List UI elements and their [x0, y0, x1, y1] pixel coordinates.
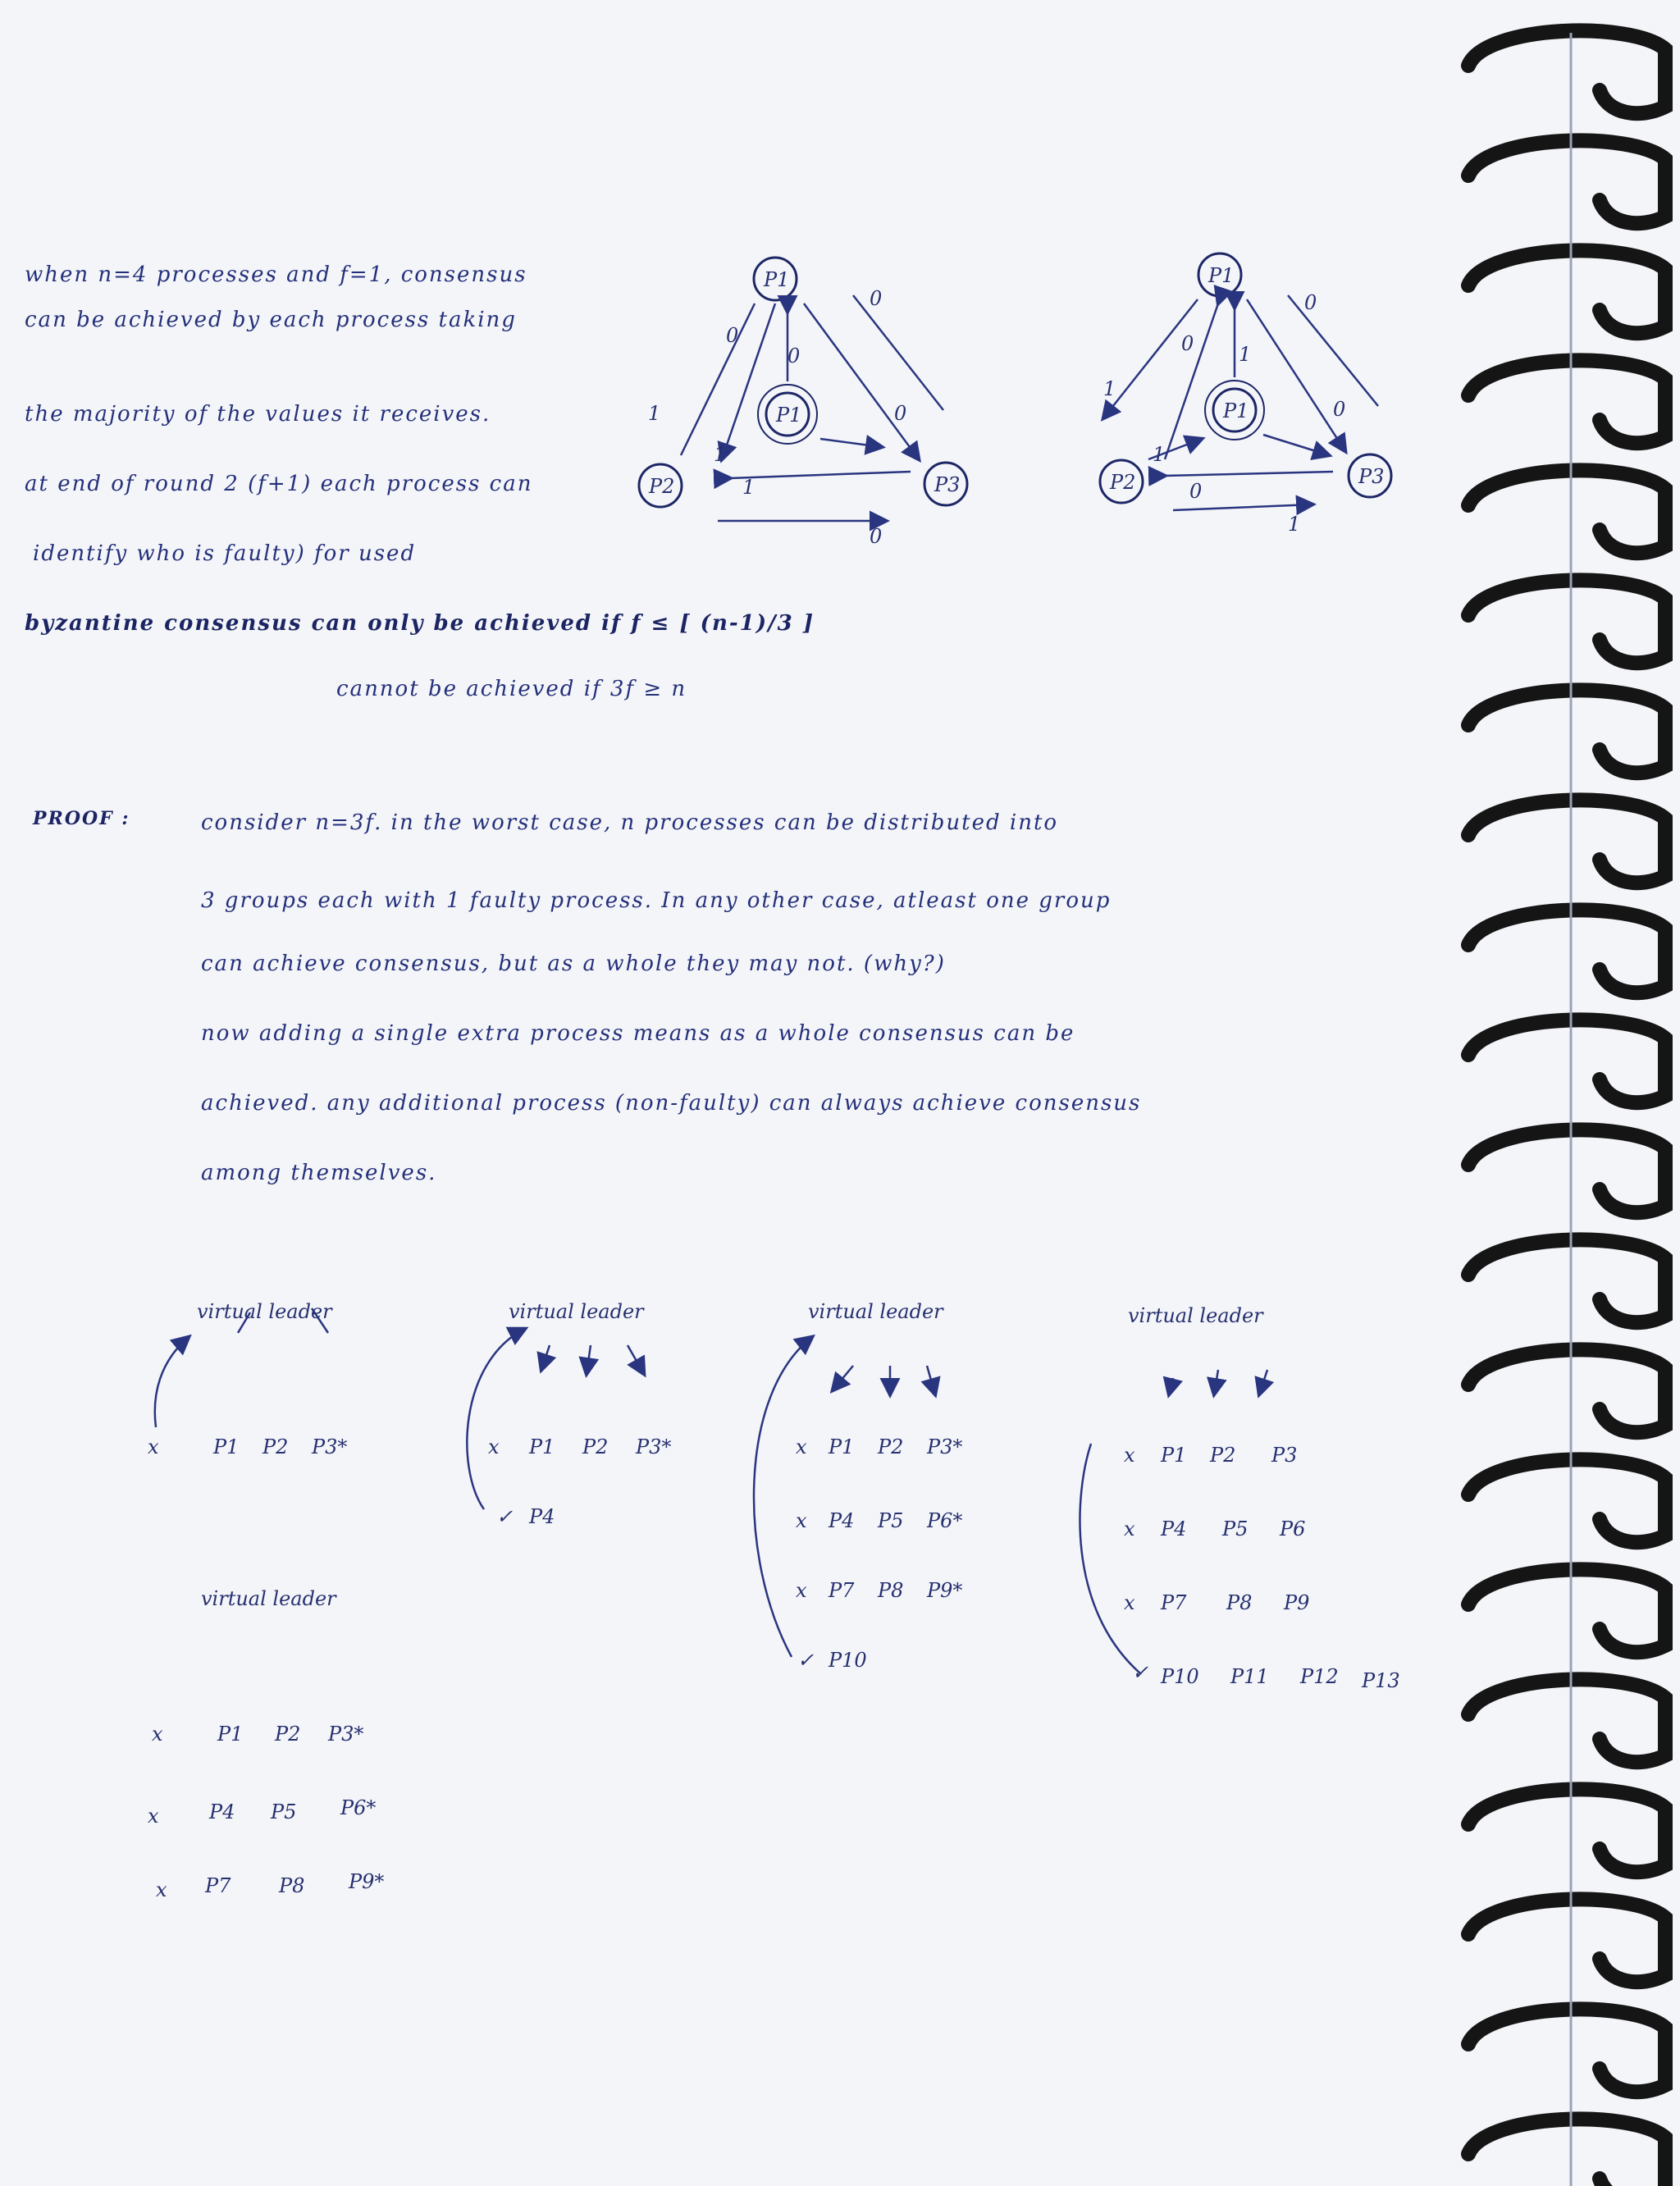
d1-edge-top-right — [804, 303, 919, 459]
g4-r3-mark: x — [1124, 1591, 1135, 1614]
g4-r4-c1: P10 — [1161, 1665, 1199, 1688]
intro-line-1: when n=4 processes and f=1, consensus — [25, 262, 527, 287]
proof-line-5: achieved. any additional process (non-faulty) can always achieve consensus — [201, 1091, 1142, 1116]
proof-line-1: consider n=3f. in the worst case, n processes can be distributed into — [201, 810, 1059, 835]
g2-r1-c1: P1 — [529, 1435, 555, 1458]
d2-edge-label-2: 0 — [1181, 332, 1194, 355]
d2-edge-bottom — [1173, 504, 1312, 510]
g4-r4-c3: P12 — [1300, 1665, 1339, 1688]
g5-r3-mark: x — [156, 1878, 167, 1901]
g5-r2-c3: P6* — [340, 1796, 377, 1819]
g3-arrow-3 — [927, 1366, 935, 1394]
g3-arrow-1 — [833, 1366, 853, 1390]
spiral-ring — [1468, 1130, 1665, 1212]
g5-r3-c3: P9* — [349, 1870, 385, 1893]
g2-r1-c3: P3* — [636, 1435, 672, 1458]
d1-edge-label-6: 0 — [870, 525, 883, 548]
g1-r1-mark: x — [148, 1435, 159, 1458]
d1-edge-label-1: 0 — [870, 287, 883, 310]
d2-edge-center-right — [1263, 435, 1329, 455]
g4-r1-c1: P1 — [1161, 1444, 1187, 1467]
d2-edge-label-4: 0 — [1333, 398, 1346, 421]
g3-r4-mark: ✓ — [797, 1649, 815, 1672]
g2-r1-mark: x — [488, 1435, 500, 1458]
intro-line-4: at end of round 2 (f+1) each process can — [25, 472, 533, 496]
d1-label-right: P3 — [934, 473, 961, 496]
g4-r1-c2: P2 — [1210, 1444, 1236, 1467]
spiral-ring — [1468, 1789, 1665, 1872]
g5-r1-c2: P2 — [275, 1723, 301, 1746]
g2-r2-c1: P4 — [529, 1505, 555, 1528]
d2-edge-top-right — [1247, 299, 1345, 451]
d1-edge-label-4: 0 — [894, 402, 907, 425]
g4-arrow-1 — [1169, 1378, 1173, 1394]
intro-line-5: identify who is faulty) for used — [33, 541, 417, 566]
spiral-ring — [1468, 1899, 1665, 1982]
d2-edge-label-6: 0 — [1189, 480, 1203, 503]
spiral-ring — [1468, 1679, 1665, 1762]
g5-r2-mark: x — [148, 1805, 159, 1828]
g2-arrow-1 — [541, 1345, 550, 1370]
spiral-ring — [1468, 140, 1665, 223]
g3-r2-c1: P4 — [829, 1509, 855, 1532]
g1-r1-c3: P3* — [312, 1435, 348, 1458]
g3-loop-arrow — [754, 1337, 812, 1657]
g4-title: virtual leader — [1128, 1304, 1263, 1327]
g1-r1-c2: P2 — [262, 1435, 289, 1458]
d2-edge-top-left — [1165, 303, 1218, 459]
g3-r3-c2: P8 — [878, 1579, 904, 1602]
diagram-2 — [1100, 253, 1391, 510]
g4-r1-mark: x — [1124, 1444, 1135, 1467]
d1-edge-label-5: 1 — [714, 443, 727, 466]
g1-loop-arrow — [155, 1337, 189, 1427]
g5-r2-c1: P4 — [209, 1800, 235, 1823]
group-3-arrows — [754, 1337, 935, 1657]
d2-label-top: P1 — [1208, 264, 1235, 287]
d2-label-right: P3 — [1358, 465, 1385, 488]
spiral-ring — [1468, 1349, 1665, 1432]
g3-r4-c1: P10 — [829, 1649, 867, 1672]
spiral-ring — [1468, 800, 1665, 883]
g4-r3-c1: P7 — [1161, 1591, 1187, 1614]
d1-edge-top-left-outer — [681, 303, 755, 455]
d2-edge-label-3: 1 — [1103, 377, 1116, 400]
g2-loop-arrow — [467, 1329, 525, 1509]
g4-r4-c2: P11 — [1230, 1665, 1269, 1688]
g1-r1-c1: P1 — [213, 1435, 240, 1458]
d2-edge-label-5: 1 — [1153, 443, 1166, 466]
g3-r2-mark: x — [796, 1509, 807, 1532]
g2-r1-c2: P2 — [582, 1435, 609, 1458]
g3-r1-c1: P1 — [829, 1435, 855, 1458]
spiral-ring — [1468, 2119, 1665, 2186]
intro-line-2: can be achieved by each process taking — [25, 308, 517, 332]
spiral-ring — [1468, 2009, 1665, 2092]
g4-r1-c3: P3 — [1271, 1444, 1298, 1467]
d2-edge-label-8: 1 — [1239, 343, 1252, 366]
g3-r1-c3: P3* — [927, 1435, 963, 1458]
d1-label-top: P1 — [764, 268, 790, 291]
d2-edge-top-right-outer — [1288, 295, 1378, 406]
g3-title: virtual leader — [808, 1300, 943, 1323]
spiral-ring — [1468, 1459, 1665, 1542]
d1-edge-label-3: 1 — [648, 402, 661, 425]
g4-r3-c2: P8 — [1226, 1591, 1253, 1614]
d1-edge-label-8: 0 — [788, 345, 801, 367]
g2-r2-mark: ✓ — [496, 1505, 514, 1528]
g5-r3-c2: P8 — [279, 1874, 305, 1897]
g3-r1-c2: P2 — [878, 1435, 904, 1458]
spiral-ring — [1468, 580, 1665, 663]
spiral-ring — [1468, 910, 1665, 993]
byzantine-negation: cannot be achieved if 3f ≥ n — [336, 677, 687, 701]
g2-arrow-2 — [587, 1345, 591, 1374]
g3-r2-c2: P5 — [878, 1509, 904, 1532]
proof-line-2: 3 groups each with 1 faulty process. In any other case, atleast one group — [201, 888, 1112, 913]
spiral-ring — [1468, 470, 1665, 553]
g3-r2-c3: P6* — [927, 1509, 963, 1532]
g3-r3-c3: P9* — [927, 1579, 963, 1602]
d1-edge-label-2: 0 — [726, 324, 739, 347]
d1-edge-top-right-outer — [853, 295, 943, 410]
d1-label-left: P2 — [649, 475, 675, 498]
diagram-1 — [639, 258, 967, 521]
d2-label-left: P2 — [1110, 471, 1136, 494]
proof-line-3: can achieve consensus, but as a whole they may not. (why?) — [201, 952, 946, 976]
proof-line-4: now adding a single extra process means as a whole consensus can be — [201, 1021, 1075, 1046]
g5-r1-c3: P3* — [328, 1723, 364, 1746]
d1-edge-left-right — [730, 472, 911, 478]
spiral-ring — [1468, 30, 1665, 113]
g2-arrow-3 — [628, 1345, 644, 1374]
g5-r1-mark: x — [152, 1723, 163, 1746]
d2-edge-left-right — [1165, 472, 1333, 476]
g4-r2-c1: P4 — [1161, 1517, 1187, 1540]
proof-label: PROOF : — [33, 808, 130, 829]
d1-label-center: P1 — [776, 404, 802, 427]
g4-arrow-3 — [1259, 1370, 1267, 1394]
spiral-ring — [1468, 1239, 1665, 1322]
spiral-ring — [1468, 1020, 1665, 1102]
spiral-ring — [1468, 1569, 1665, 1652]
g4-arrow-2 — [1214, 1370, 1218, 1394]
g1-title: virtual leader — [197, 1300, 332, 1323]
d2-edge-top-left-outer — [1103, 299, 1198, 418]
g5-r1-c1: P1 — [217, 1723, 244, 1746]
g5-title: virtual leader — [201, 1587, 336, 1610]
g4-r4-mark: ✓ — [1132, 1661, 1149, 1684]
spiral-ring — [1468, 360, 1665, 443]
byzantine-condition: byzantine consensus can only be achieved if f ≤ [ (n-1)/3 ] — [25, 611, 815, 636]
g4-loop-arrow — [1080, 1444, 1140, 1673]
spiral-ring — [1468, 690, 1665, 773]
g4-r4-c4: P13 — [1362, 1669, 1400, 1692]
g5-r3-c1: P7 — [205, 1874, 231, 1897]
group-1-arrows — [155, 1308, 328, 1427]
g4-r2-c3: P6 — [1280, 1517, 1306, 1540]
intro-line-3: the majority of the values it receives. — [25, 402, 491, 427]
g4-r2-mark: x — [1124, 1517, 1135, 1540]
g2-title: virtual leader — [509, 1300, 644, 1323]
group-2-arrows — [467, 1329, 644, 1509]
spiral-binding — [1468, 30, 1665, 2186]
d2-label-center: P1 — [1223, 399, 1249, 422]
spiral-ring — [1468, 250, 1665, 333]
proof-line-6: among themselves. — [201, 1161, 437, 1185]
g3-r3-c1: P7 — [829, 1579, 855, 1602]
d2-edge-label-1: 0 — [1304, 291, 1317, 314]
d2-edge-label-7: 1 — [1288, 513, 1301, 536]
d1-edge-label-7: 1 — [742, 476, 756, 499]
d1-edge-center-right — [820, 439, 882, 447]
g3-r1-mark: x — [796, 1435, 807, 1458]
g4-r3-c3: P9 — [1284, 1591, 1310, 1614]
g5-r2-c2: P5 — [271, 1800, 297, 1823]
g4-r2-c2: P5 — [1222, 1517, 1249, 1540]
g3-r3-mark: x — [796, 1579, 807, 1602]
